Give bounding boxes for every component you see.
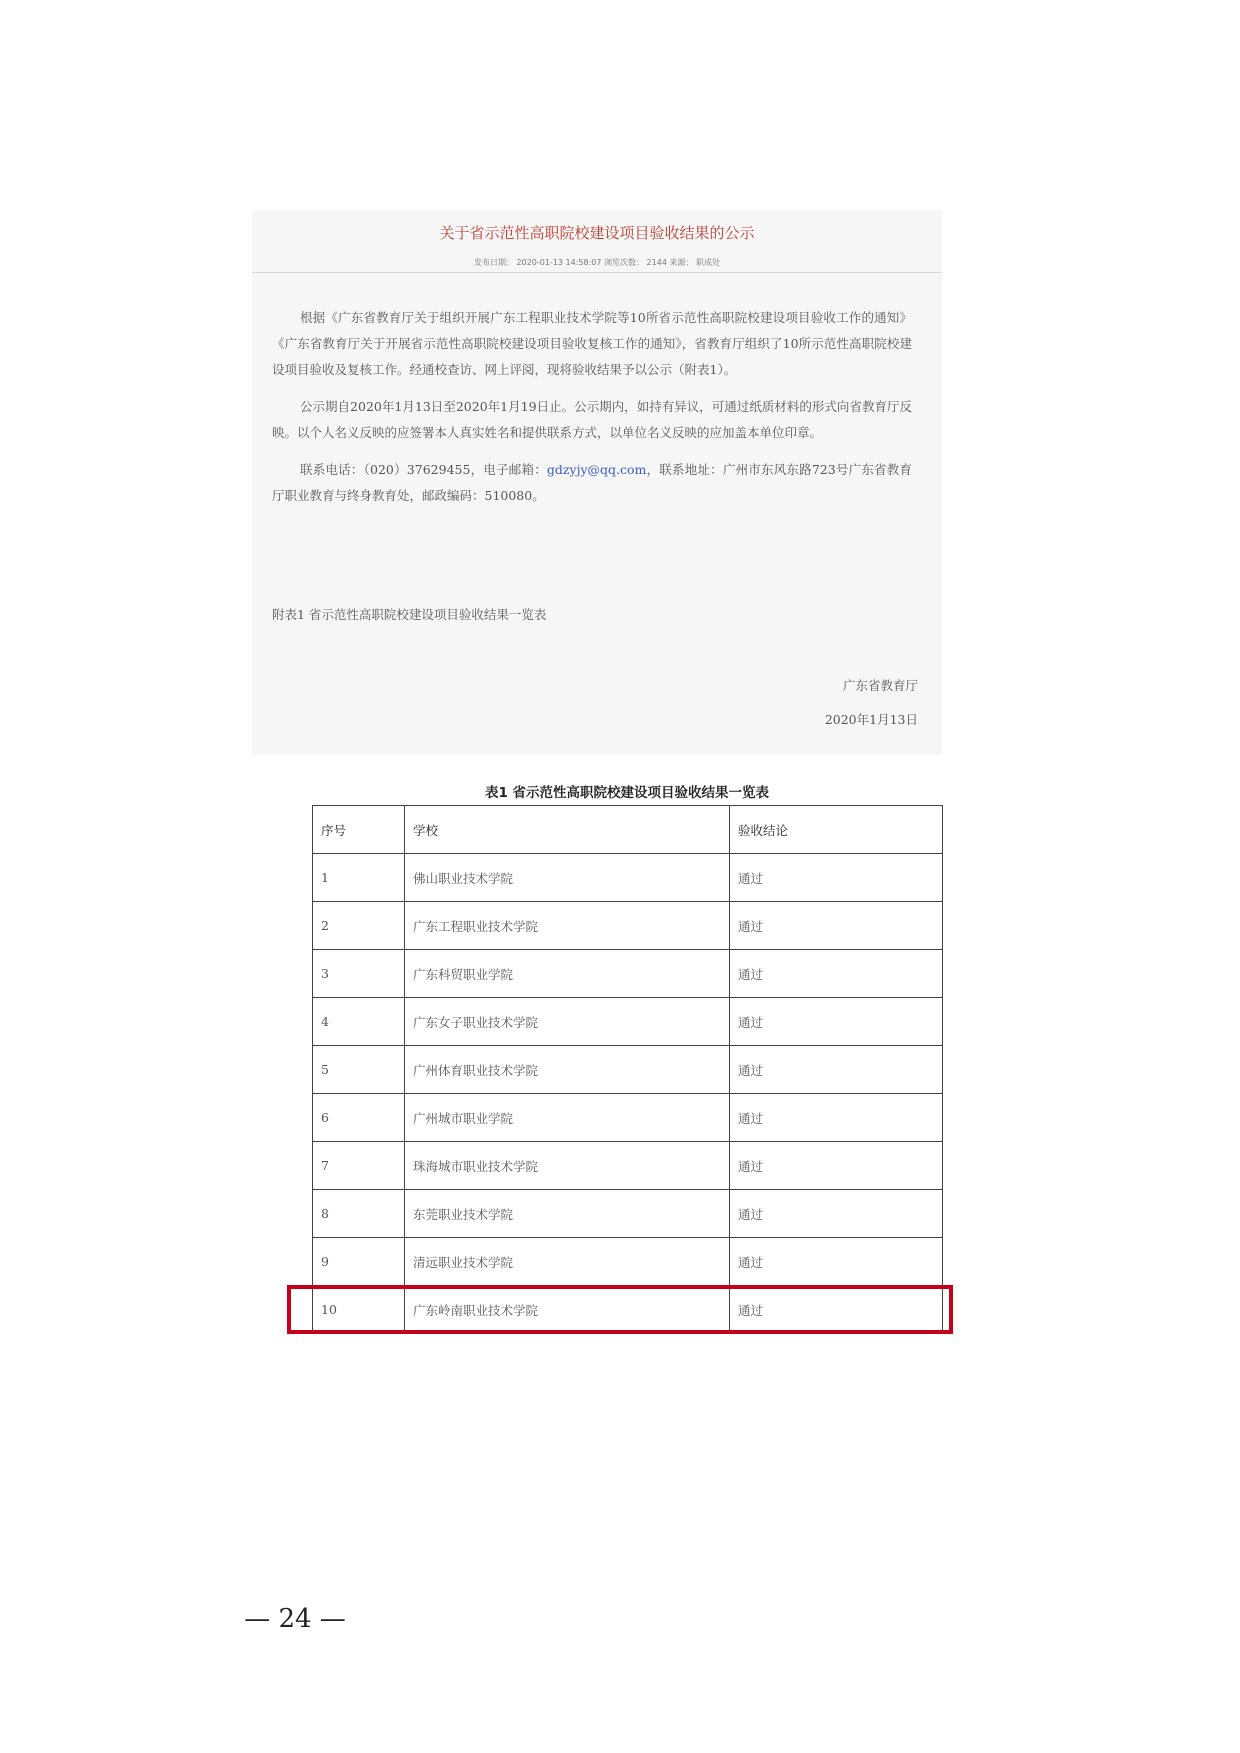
result: 通过 [730, 1142, 943, 1190]
school-name: 佛山职业技术学院 [405, 854, 730, 902]
contact-prefix: 联系电话：（020）37629455，电子邮箱： [300, 462, 547, 477]
result: 通过 [730, 998, 943, 1046]
title-divider [252, 272, 942, 273]
row-index: 9 [313, 1238, 405, 1286]
issuer: 广东省教育厅 [842, 678, 918, 693]
highlight-box [287, 1285, 953, 1334]
results-table [312, 805, 943, 1334]
school-name: 珠海城市职业技术学院 [405, 1142, 730, 1190]
result: 通过 [730, 1094, 943, 1142]
row-index: 1 [313, 854, 405, 902]
notice-paragraph: 根据《广东省教育厅关于组织开展广东工程职业技术学院等10所省示范性高职院校建设项目验收工作的通知》《广东省教育厅关于开展省示范性高职院校建设项目验收复核工作的通知》，省教育厅组织了10所示范性高职院校建设项目验收及复核工作。经通校查访、网上评阅，现将验收结果予以公示（附表1）。 [272, 310, 912, 377]
school-name: 广东岭南职业技术学院 [405, 1286, 730, 1334]
contact-email-link[interactable]: gdzyjy@qq.com [546, 462, 647, 477]
notice-meta: 发布日期： 2020-01-13 14:58:07 浏览次数： 2144 来源： 职成处 [473, 258, 721, 267]
row-index: 10 [313, 1286, 405, 1334]
result: 通过 [730, 950, 943, 998]
row-index: 3 [313, 950, 405, 998]
notice-title: 关于省示范性高职院校建设项目验收结果的公示 [439, 224, 755, 242]
table-row [313, 1142, 943, 1190]
table-row [313, 902, 943, 950]
school-name: 广东科贸职业学院 [405, 950, 730, 998]
column-header: 学校 [405, 806, 730, 854]
table-row [313, 1238, 943, 1286]
notice-body [272, 305, 912, 520]
result: 通过 [730, 902, 943, 950]
table-header-row [313, 806, 943, 854]
notice-contact [272, 457, 912, 509]
table-row [313, 998, 943, 1046]
school-name: 广州体育职业技术学院 [405, 1046, 730, 1094]
result: 通过 [730, 1190, 943, 1238]
issue-date: 2020年1月13日 [824, 712, 918, 727]
column-header: 序号 [313, 806, 405, 854]
row-index: 6 [313, 1094, 405, 1142]
row-index: 5 [313, 1046, 405, 1094]
table-row [313, 854, 943, 902]
school-name: 东莞职业技术学院 [405, 1190, 730, 1238]
school-name: 广东女子职业技术学院 [405, 998, 730, 1046]
school-name: 清远职业技术学院 [405, 1238, 730, 1286]
row-index: 8 [313, 1190, 405, 1238]
page-number: — 24 — [244, 1604, 346, 1634]
contact-suffix: ，联系地址：广州市东风东路723号广东省教育厅职业教育与终身教育处，邮政编码：510080。 [272, 462, 912, 503]
row-index: 7 [313, 1142, 405, 1190]
result: 通过 [730, 1286, 943, 1334]
row-index: 4 [313, 998, 405, 1046]
table-row [313, 950, 943, 998]
column-header: 验收结论 [730, 806, 943, 854]
result: 通过 [730, 1046, 943, 1094]
notice-paragraph: 公示期自2020年1月13日至2020年1月19日止。公示期内，如持有异议，可通过纸质材料的形式向省教育厅反映。以个人名义反映的应签署本人真实姓名和提供联系方式，以单位名义反映的应加盖本单位印章。 [272, 399, 912, 440]
result: 通过 [730, 854, 943, 902]
table-title: 表1 省示范性高职院校建设项目验收结果一览表 [484, 785, 770, 801]
table-row [313, 1046, 943, 1094]
school-name: 广东工程职业技术学院 [405, 902, 730, 950]
school-name: 广州城市职业学院 [405, 1094, 730, 1142]
result: 通过 [730, 1238, 943, 1286]
row-index: 2 [313, 902, 405, 950]
table-row [313, 1094, 943, 1142]
attachment-note: 附表1 省示范性高职院校建设项目验收结果一览表 [272, 607, 547, 622]
table-row [313, 1190, 943, 1238]
